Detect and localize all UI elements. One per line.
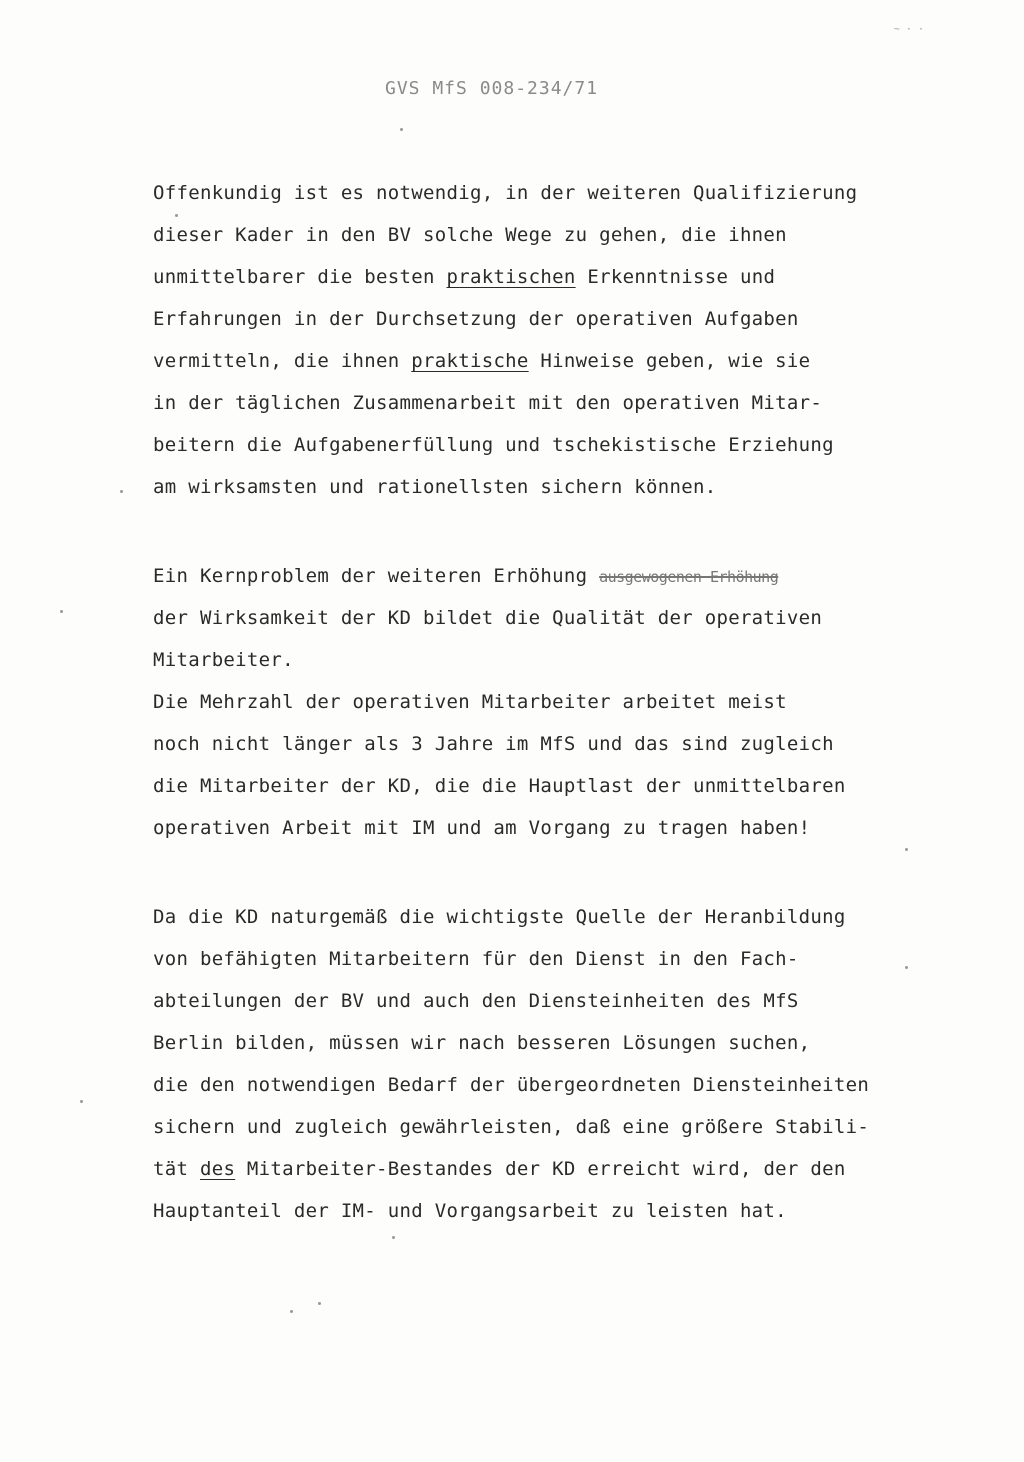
paragraph-line: Hauptanteil der IM- und Vorgangsarbeit zu leisten hat. [153,1200,787,1222]
paragraph-line: Offenkundig ist es notwendig, in der weiteren Qualifizierung [153,182,858,204]
scan-speck [60,610,63,613]
scan-speck [392,1236,395,1239]
paragraph-3 [153,896,953,1232]
paragraph-1 [153,172,953,508]
paragraph-line: unmittelbarer die besten praktischen Erkenntnisse und [153,266,776,288]
paragraph-line: der Wirksamkeit der KD bildet die Qualität der operativen [153,607,823,629]
struck-through-text: ausgewogenen Erhöhung [599,568,779,586]
underlined-word: des [199,1158,236,1180]
paragraph-line: Die Mehrzahl der operativen Mitarbeiter arbeitet meist [153,691,787,713]
paragraph-line: am wirksamsten und rationellsten sichern können. [153,476,717,498]
scan-speck [400,128,403,131]
paragraph-line: abteilungen der BV und auch den Diensteinheiten des MfS [153,990,799,1012]
underlined-word: praktische [411,350,529,372]
paragraph-2 [153,555,953,849]
paragraph-line: in der täglichen Zusammenarbeit mit den operativen Mitar- [153,392,823,414]
paragraph-line: operativen Arbeit mit IM und am Vorgang zu tragen haben! [153,817,811,839]
paragraph-line: die den notwendigen Bedarf der übergeordneten Diensteinheiten [153,1074,870,1096]
paragraph-line: Berlin bilden, müssen wir nach besseren Lösungen suchen, [153,1032,811,1054]
paragraph-line: Mitarbeiter. [153,649,294,671]
paragraph-line: noch nicht länger als 3 Jahre im MfS und das sind zugleich [153,733,834,755]
paragraph-line: dieser Kader in den BV solche Wege zu gehen, die ihnen [153,224,787,246]
corner-mark: ~ · · [893,24,924,35]
scan-speck [175,214,178,217]
scan-speck [120,490,123,493]
paragraph-line: beitern die Aufgabenerfüllung und tschekistische Erziehung [153,434,834,456]
paragraph-line: vermitteln, die ihnen praktische Hinweise geben, wie sie [153,350,811,372]
scan-speck [905,848,908,851]
document-reference: GVS MfS 008-234/71 [385,78,599,99]
scan-speck [905,966,908,969]
scan-speck [318,1302,321,1305]
paragraph-line: sichern und zugleich gewährleisten, daß eine größere Stabili- [153,1116,870,1138]
paragraph-line: Da die KD naturgemäß die wichtigste Quelle der Heranbildung [153,906,846,928]
scan-speck [290,1310,293,1313]
scan-speck [80,1100,83,1103]
paragraph-line: von befähigten Mitarbeitern für den Dienst in den Fach- [153,948,799,970]
paragraph-line: Ein Kernproblem der weiteren Erhöhung ausgewogenen Erhöhung [153,565,779,587]
paragraph-line: tät des Mitarbeiter-Bestandes der KD erreicht wird, der den [153,1158,846,1180]
paragraph-line: Erfahrungen in der Durchsetzung der operativen Aufgaben [153,308,799,330]
underlined-word: praktischen [446,266,576,288]
paragraph-line: die Mitarbeiter der KD, die die Hauptlast der unmittelbaren [153,775,846,797]
